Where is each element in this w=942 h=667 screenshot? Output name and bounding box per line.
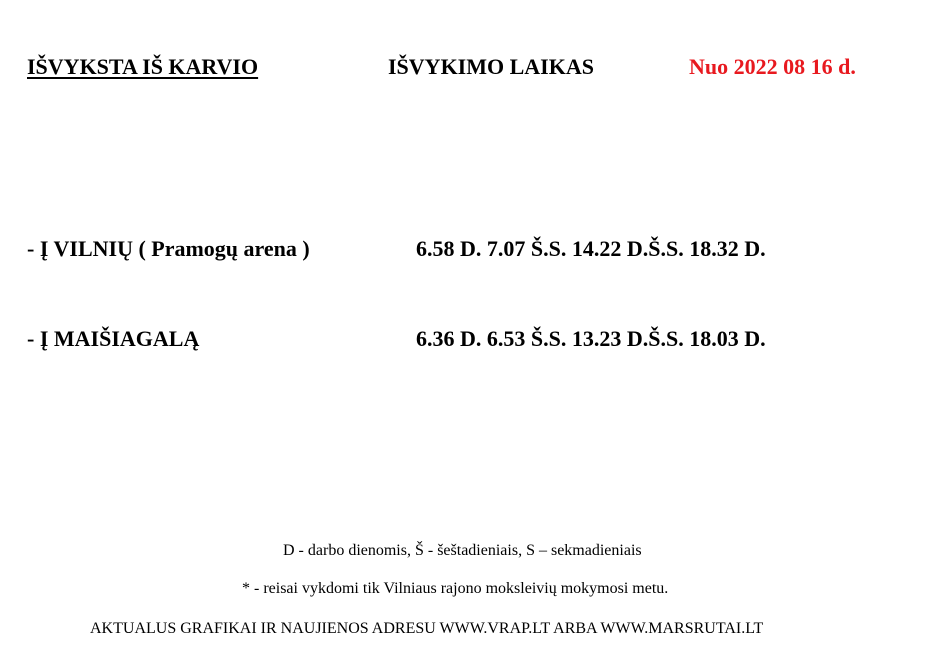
legend-text: D - darbo dienomis, Š - šeštadieniais, S – sekmadieniais	[283, 542, 642, 559]
footnote-text: * - reisai vykdomi tik Vilniaus rajono moksleivių mokymosi metu.	[242, 580, 669, 597]
valid-from-date: Nuo 2022 08 16 d.	[689, 54, 856, 79]
route-times-vilnius: 6.58 D. 7.07 Š.S. 14.22 D.Š.S. 18.32 D.	[416, 236, 766, 261]
footer-links-text: AKTUALUS GRAFIKAI IR NAUJIENOS ADRESU WWW.VRAP.LT ARBA WWW.MARSRUTAI.LT	[90, 620, 764, 637]
departure-time-title: IŠVYKIMO LAIKAS	[388, 54, 594, 79]
departure-title: IŠVYKSTA IŠ KARVIO	[27, 54, 259, 79]
route-times-maisiagala: 6.36 D. 6.53 Š.S. 13.23 D.Š.S. 18.03 D.	[416, 326, 766, 351]
route-destination-maisiagala: - Į MAIŠIAGALĄ	[27, 326, 200, 351]
route-destination-vilnius: - Į VILNIŲ ( Pramogų arena )	[27, 236, 310, 261]
